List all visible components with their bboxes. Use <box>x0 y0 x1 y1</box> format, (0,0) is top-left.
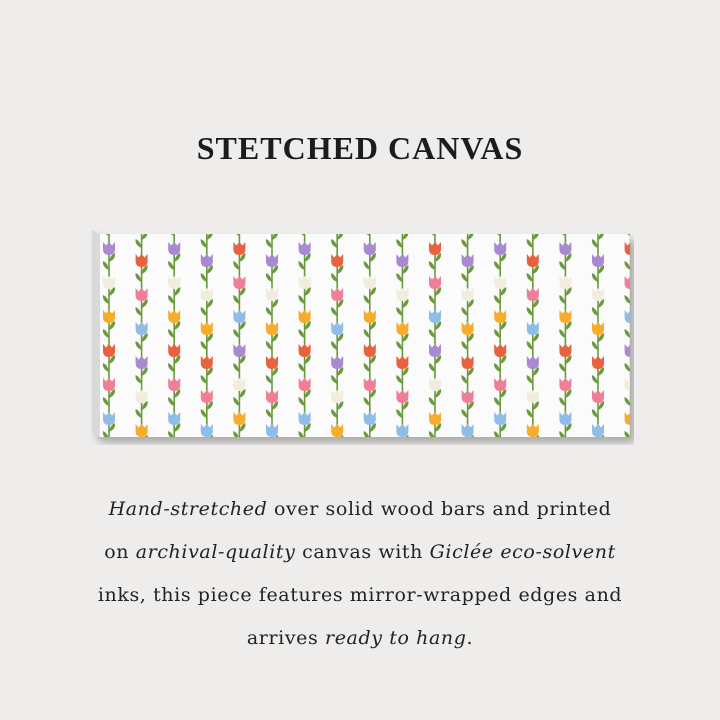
tulip-icon <box>625 412 634 425</box>
tulip-icon <box>592 229 604 233</box>
tulip-icon <box>201 229 213 233</box>
desc-em-archival: archival-quality <box>135 541 296 563</box>
tulip-icon <box>136 229 148 233</box>
tulip-icon <box>625 276 634 289</box>
tulip-icon <box>331 229 343 233</box>
description-line-4: arrives ready to hang. <box>246 627 474 649</box>
tulip-icon <box>625 378 634 391</box>
canvas-print <box>88 229 634 445</box>
description-line-3: inks, this piece features mirror-wrapped edges and <box>97 584 623 606</box>
description <box>40 488 680 660</box>
canvas-side-edge <box>92 230 100 437</box>
tulip-icon <box>527 229 539 233</box>
page-title: STETCHED CANVAS <box>196 130 524 166</box>
desc-em-giclee: Giclée eco-solvent <box>429 541 616 563</box>
desc-em-hand-stretched: Hand-stretched <box>108 498 268 520</box>
tulip-pattern-canvas <box>88 229 634 445</box>
tulip-icon <box>266 229 278 233</box>
tulip-icon <box>625 344 634 357</box>
tulip-icon <box>396 229 408 233</box>
tulip-icon <box>625 242 634 255</box>
desc-em-ready: ready to hang <box>325 627 467 649</box>
tulip-icon <box>625 310 634 323</box>
description-line-1: Hand-stretched over solid wood bars and printed <box>108 498 612 520</box>
tulip-icon <box>462 229 474 233</box>
description-line-2: on archival-quality canvas with Giclée eco-solvent <box>104 541 616 563</box>
